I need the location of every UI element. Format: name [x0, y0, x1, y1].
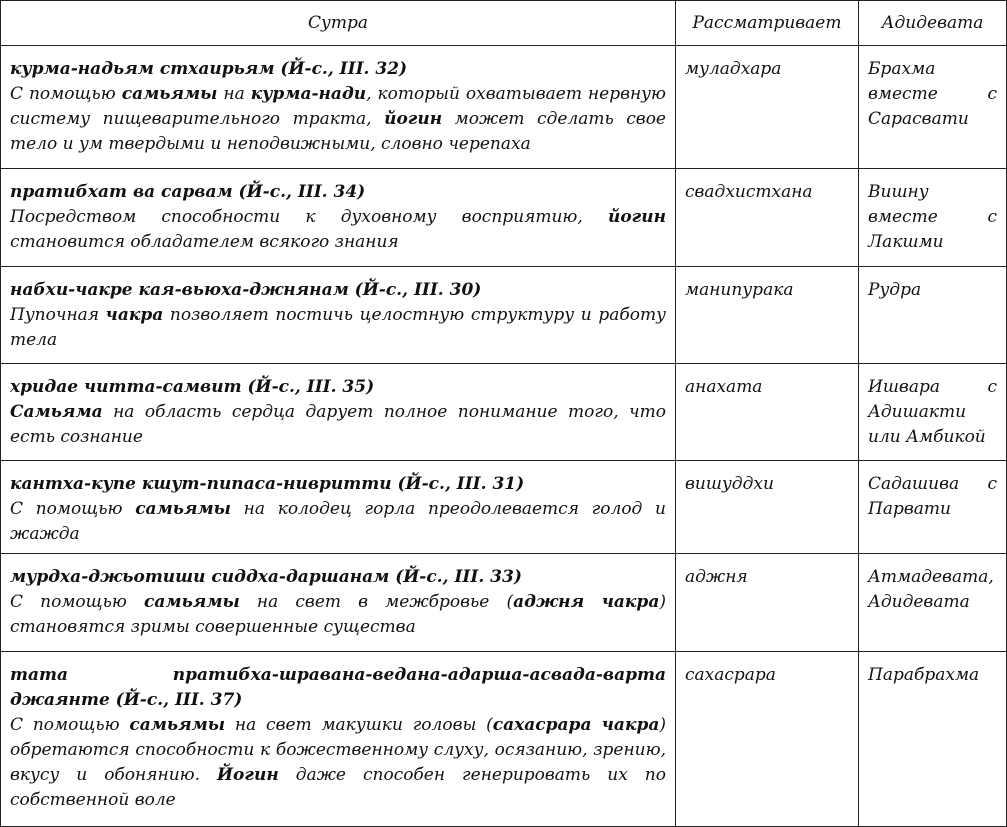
sutra-description: [10, 205, 666, 255]
deity-cell: Вишну вместе с Лакшми: [859, 169, 1007, 267]
emphasized-term: самьямы: [121, 84, 218, 104]
description-text: С помощью: [10, 499, 136, 519]
table-row: [1, 364, 1007, 461]
header-considers: Рассматривает: [676, 1, 859, 46]
sutra-description: [10, 82, 666, 157]
chakra-cell: аджня: [676, 554, 859, 652]
sutra-description: [10, 713, 666, 813]
table-row: [1, 267, 1007, 364]
header-sutra: Сутра: [1, 1, 676, 46]
emphasized-term: Самьяма: [10, 402, 103, 422]
description-text: даже способен генерировать их по собственной воле: [10, 765, 666, 810]
deity-cell: Садашива с Парвати: [859, 461, 1007, 554]
description-text: ) становятся зримы совершенные существа: [10, 592, 666, 637]
description-text: становится обладателем всякого знания: [10, 232, 399, 252]
header-adideva: Адидевата: [859, 1, 1007, 46]
chakra-cell: манипурака: [676, 267, 859, 364]
sutra-cell: [1, 554, 676, 652]
sutra-cell: [1, 267, 676, 364]
table-row: [1, 652, 1007, 827]
emphasized-term: аджня чакра: [513, 592, 660, 612]
description-text: позволяет постичь целостную структуру и работу тела: [10, 305, 666, 350]
sutra-cell: [1, 652, 676, 827]
sutra-description: [10, 497, 666, 547]
sutra-title: курма-надьям стхаирьям (Й-с., III. 32): [10, 59, 408, 79]
sutra-title: пратибхат ва сарвам (Й-с., III. 34): [10, 182, 366, 202]
description-text: может сделать свое тело и ум твердыми и неподвижными, словно черепаха: [10, 109, 666, 154]
chakra-cell: анахата: [676, 364, 859, 461]
header-row: [1, 1, 1007, 46]
emphasized-term: чакра: [105, 305, 164, 325]
sutra-description: [10, 400, 666, 450]
sutra-cell: [1, 46, 676, 169]
deity-cell: Брахма вместе с Сарасвати: [859, 46, 1007, 169]
deity-cell: Ишвара с Адишакти или Амбикой: [859, 364, 1007, 461]
table-row: [1, 169, 1007, 267]
sutra-description: [10, 303, 666, 353]
table-row: [1, 461, 1007, 554]
chakra-cell: свадхистхана: [676, 169, 859, 267]
sutra-cell: [1, 169, 676, 267]
sutra-title: кантха-купе кшут-пипаса-нивритти (Й-с., III. 31): [10, 474, 525, 494]
description-text: на свет макушки головы (: [225, 715, 493, 735]
sutra-title: набхи-чакре кая-вьюха-джнянам (Й-с., III. 30): [10, 280, 482, 300]
table-row: [1, 46, 1007, 169]
sutra-cell: [1, 364, 676, 461]
emphasized-term: Йогин: [217, 765, 279, 785]
chakra-cell: муладхара: [676, 46, 859, 169]
emphasized-term: самьямы: [144, 592, 240, 612]
emphasized-term: сахасрара чакра: [492, 715, 660, 735]
emphasized-term: йогин: [607, 207, 666, 227]
emphasized-term: самьямы: [135, 499, 231, 519]
description-text: ) обретаются способности к божественному слуху, осязанию, зрению, вкусу и обонянию.: [10, 715, 666, 785]
description-text: С помощью: [10, 715, 130, 735]
deity-cell: Атмадевата, Адидевата: [859, 554, 1007, 652]
description-text: Пупочная: [10, 305, 106, 325]
sutra-title: тата пратибха-шравана-ведана-адарша-асвада-варта джаянте (Й-с., III. 37): [10, 665, 666, 710]
description-text: на: [217, 84, 251, 104]
description-text: на колодец горла преодолевается голод и жажда: [10, 499, 666, 544]
sutra-description: [10, 590, 666, 640]
sutra-title: мурдха-джьотиши сиддха-даршанам (Й-с., III. 33): [10, 567, 522, 587]
sutra-title: хридае читта-самвит (Й-с., III. 35): [10, 377, 375, 397]
sutra-cell: [1, 461, 676, 554]
description-text: , который охватывает нервную систему пищеварительного тракта,: [10, 84, 666, 129]
description-text: С помощью: [10, 592, 145, 612]
emphasized-term: самьямы: [129, 715, 226, 735]
description-text: Посредством способности к духовному восприятию,: [10, 207, 608, 227]
description-text: на свет в межбровье (: [239, 592, 514, 612]
emphasized-term: йогин: [384, 109, 443, 129]
chakra-cell: сахасрара: [676, 652, 859, 827]
description-text: на область сердца дарует полное понимание того, что есть сознание: [10, 402, 666, 447]
table-row: [1, 554, 1007, 652]
deity-cell: Рудра: [859, 267, 1007, 364]
chakra-cell: вишуддхи: [676, 461, 859, 554]
emphasized-term: курма-нади: [250, 84, 367, 104]
description-text: С помощью: [10, 84, 122, 104]
deity-cell: Парабрахма: [859, 652, 1007, 827]
